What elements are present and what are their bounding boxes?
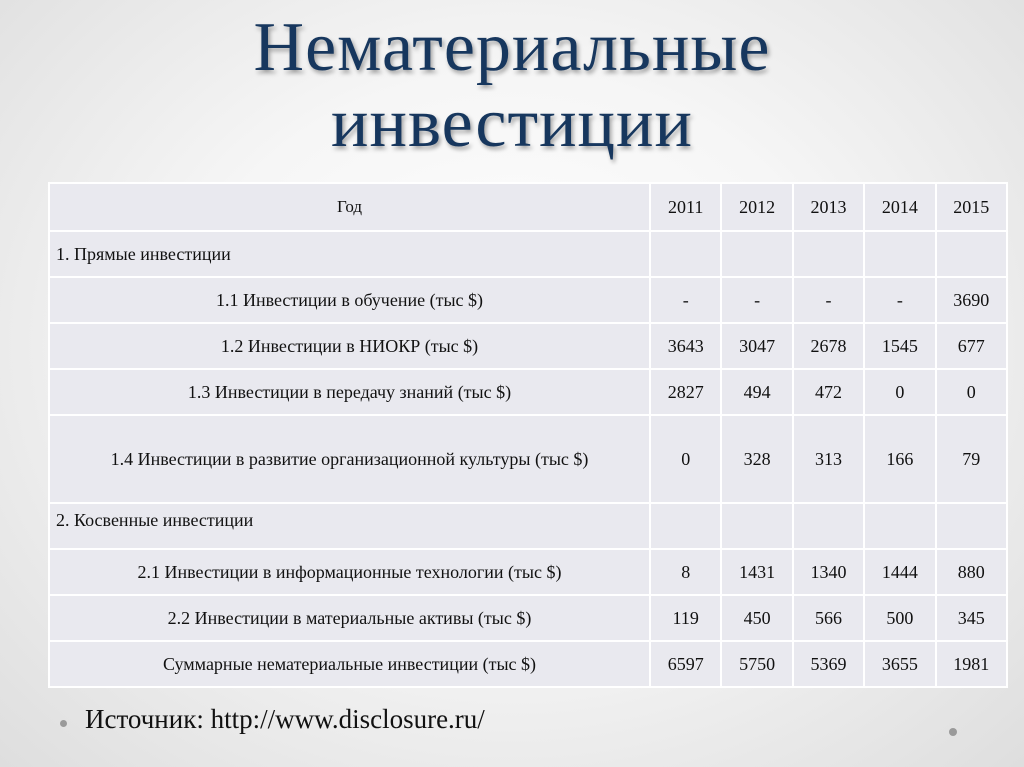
row-label: 1.3 Инвестиции в передачу знаний (тыс $) — [49, 369, 650, 415]
row-value: 5369 — [793, 641, 864, 687]
row-value: 3655 — [864, 641, 935, 687]
row-value: 3690 — [936, 277, 1007, 323]
table-row — [49, 323, 1007, 369]
row-label: 1.1 Инвестиции в обучение (тыс $) — [49, 277, 650, 323]
row-value: 1340 — [793, 549, 864, 595]
row-value: 2827 — [650, 369, 721, 415]
table-row — [49, 231, 1007, 277]
row-value: 8 — [650, 549, 721, 595]
row-value: 566 — [793, 595, 864, 641]
row-value: 494 — [721, 369, 792, 415]
row-value — [650, 231, 721, 277]
row-value — [793, 231, 864, 277]
row-value: 0 — [864, 369, 935, 415]
row-value — [721, 503, 792, 549]
row-value — [650, 503, 721, 549]
row-value: 677 — [936, 323, 1007, 369]
row-label: 1.2 Инвестиции в НИОКР (тыс $) — [49, 323, 650, 369]
table-row — [49, 549, 1007, 595]
row-value: 328 — [721, 415, 792, 503]
table-row — [49, 415, 1007, 503]
row-label: Суммарные нематериальные инвестиции (тыс $) — [49, 641, 650, 687]
header-year: 2013 — [793, 183, 864, 231]
row-value: 0 — [936, 369, 1007, 415]
table-row — [49, 369, 1007, 415]
row-value: 119 — [650, 595, 721, 641]
row-value: 345 — [936, 595, 1007, 641]
title-line-1: Нематериальные — [253, 9, 771, 86]
row-value: 3047 — [721, 323, 792, 369]
investments-table — [48, 182, 1008, 688]
row-label: 1.4 Инвестиции в развитие организационной культуры (тыс $) — [49, 415, 650, 503]
row-value: - — [721, 277, 792, 323]
row-label: 1. Прямые инвестиции — [49, 231, 650, 277]
slide-title — [0, 10, 1024, 162]
row-label: 2.1 Инвестиции в информационные технологии (тыс $) — [49, 549, 650, 595]
row-value: 0 — [650, 415, 721, 503]
row-value: 880 — [936, 549, 1007, 595]
row-value: 6597 — [650, 641, 721, 687]
header-year: 2014 — [864, 183, 935, 231]
row-value: 1431 — [721, 549, 792, 595]
row-value — [936, 231, 1007, 277]
header-year: 2012 — [721, 183, 792, 231]
row-value: 79 — [936, 415, 1007, 503]
row-value: 166 — [864, 415, 935, 503]
header-year: 2011 — [650, 183, 721, 231]
row-value: 1545 — [864, 323, 935, 369]
row-value — [936, 503, 1007, 549]
table-row-total — [49, 641, 1007, 687]
row-value — [864, 231, 935, 277]
row-value: 3643 — [650, 323, 721, 369]
row-label: 2.2 Инвестиции в материальные активы (тыс $) — [49, 595, 650, 641]
row-value — [864, 503, 935, 549]
table-header-row — [49, 183, 1007, 231]
header-label: Год — [49, 183, 650, 231]
row-value: 450 — [721, 595, 792, 641]
row-value: 472 — [793, 369, 864, 415]
row-value: - — [864, 277, 935, 323]
table-row — [49, 277, 1007, 323]
row-value: 5750 — [721, 641, 792, 687]
row-value: 500 — [864, 595, 935, 641]
row-label: 2. Косвенные инвестиции — [49, 503, 650, 549]
row-value — [793, 503, 864, 549]
row-value: 313 — [793, 415, 864, 503]
row-value: 1444 — [864, 549, 935, 595]
row-value: - — [793, 277, 864, 323]
source-line — [60, 704, 485, 735]
header-year: 2015 — [936, 183, 1007, 231]
bullet-icon — [60, 720, 67, 727]
bullet-dot-icon — [949, 728, 957, 736]
row-value: 2678 — [793, 323, 864, 369]
row-value: 1981 — [936, 641, 1007, 687]
source-text: Источник: http://www.disclosure.ru/ — [85, 704, 485, 734]
row-value: - — [650, 277, 721, 323]
row-value — [721, 231, 792, 277]
table-row — [49, 595, 1007, 641]
title-line-2: инвестиции — [331, 85, 693, 162]
table-row — [49, 503, 1007, 549]
